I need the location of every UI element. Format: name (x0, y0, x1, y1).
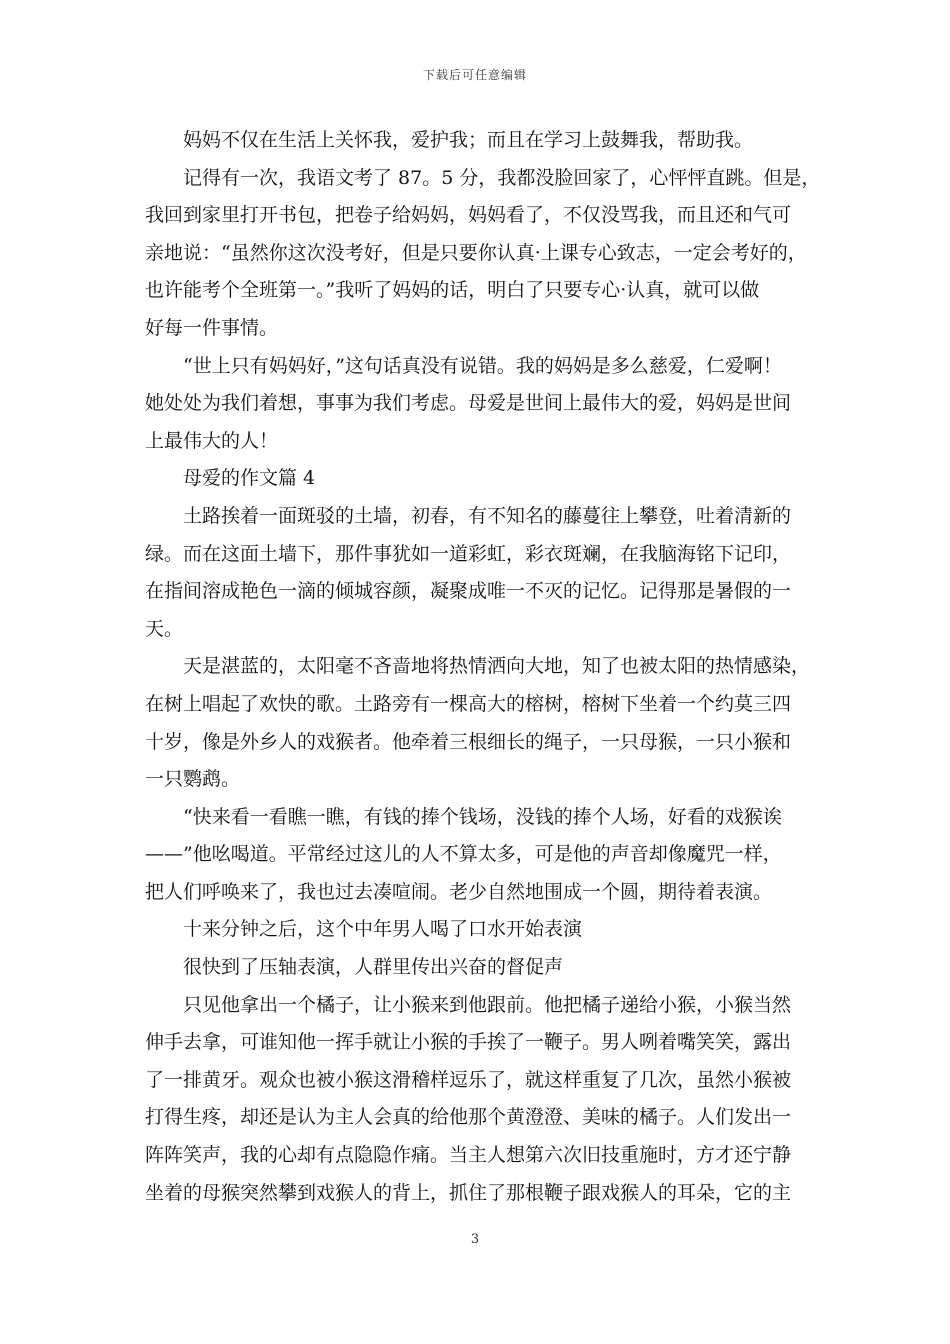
text-line: 打得生疼，却还是认为主人会真的给他那个黄澄澄、美味的橘子。人们发出一 (145, 1106, 792, 1129)
text-line: 上最伟大的人！ (145, 429, 279, 452)
text-line: 也许能考个全班第一。”我听了妈妈的话，明白了只要专心·认真，就可以做 (145, 279, 760, 302)
text-line: 天是湛蓝的，太阳毫不吝啬地将热情洒向大地，知了也被太阳的热情感染， (145, 655, 811, 678)
text-line: 了一排黄牙。观众也被小猴这滑稽样逗乐了，就这样重复了几次，虽然小猴被 (145, 1068, 792, 1091)
text-line: 十来分钟之后，这个中年男人喝了口水开始表演 (145, 918, 583, 941)
text-line: ——”他吆喝道。平常经过这儿的人不算太多，可是他的声音却像魔咒一样， (145, 843, 782, 866)
text-line: 伸手去拿，可谁知他一挥手就让小猴的手挨了一鞭子。男人咧着嘴笑笑，露出 (145, 1031, 792, 1054)
text-line: 妈妈不仅在生活上关怀我，爱护我；而且在学习上鼓舞我，帮助我。 (145, 129, 754, 151)
text-line: 她处处为我们着想，事事为我们考虑。母爱是世间上最伟大的爱，妈妈是世间 (145, 392, 792, 415)
text-line: 把人们呼唤来了，我也过去凑喧闹。老少自然地围成一个圆，期待着表演。 (145, 880, 773, 903)
text-line: 母爱的作文篇 4 (145, 467, 316, 490)
text-line: 我回到家里打开书包，把卷子给妈妈，妈妈看了，不仅没骂我，而且还和气可 (145, 204, 792, 227)
text-line: 土路挨着一面斑驳的土墙，初春，有不知名的藤蔓往上攀登，吐着清新的 (145, 504, 792, 527)
text-line: 好每一件事情。 (145, 316, 279, 339)
text-line: 阵阵笑声，我的心却有点隐隐作痛。当主人想第六次旧技重施时，方才还宁静 (145, 1144, 792, 1167)
text-line: 绿。而在这面土墙下，那件事犹如一道彩虹，彩衣斑斓，在我脑海铭下记印， (145, 542, 792, 565)
text-line: 十岁，像是外乡人的戏猴者。他牵着三根细长的绳子，一只母猴，一只小猴和 (145, 730, 792, 753)
page-number: 3 (470, 1232, 480, 1247)
text-line: 天。 (145, 617, 184, 640)
text-line: 亲地说：“虽然你这次没考好，但是只要你认真·上课专心致志，一定会考好的， (145, 241, 807, 264)
text-line: 只见他拿出一个橘子，让小猴来到他跟前。他把橘子递给小猴，小猴当然 (145, 993, 792, 1016)
text-line: 坐着的母猴突然攀到戏猴人的背上，抓住了那根鞭子跟戏猴人的耳朵，它的主 (145, 1181, 792, 1204)
page-header: 下载后可任意编辑 (422, 68, 527, 82)
text-line: 一只鹦鹉。 (145, 768, 241, 791)
text-line: “世上只有妈妈好，”这句话真没有说错。我的妈妈是多么慈爱，仁爱啊！ (145, 354, 782, 377)
text-line: 记得有一次，我语文考了 87。5 分，我都没脸回家了，心怦怦直跳。但是， (145, 166, 821, 189)
text-line: 很快到了压轴表演，人群里传出兴奋的督促声 (145, 956, 564, 979)
text-line: “快来看一看瞧一瞧，有钱的捧个钱场，没钱的捧个人场，好看的戏猴诶 (145, 805, 782, 828)
text-line: 在指间溶成艳色一滴的倾城容颜，凝聚成唯一不灭的记忆。记得那是暑假的一 (145, 580, 792, 603)
text-line: 在树上唱起了欢快的歌。土路旁有一棵高大的榕树，榕树下坐着一个约莫三四 (145, 692, 792, 715)
document-body (145, 122, 821, 1212)
